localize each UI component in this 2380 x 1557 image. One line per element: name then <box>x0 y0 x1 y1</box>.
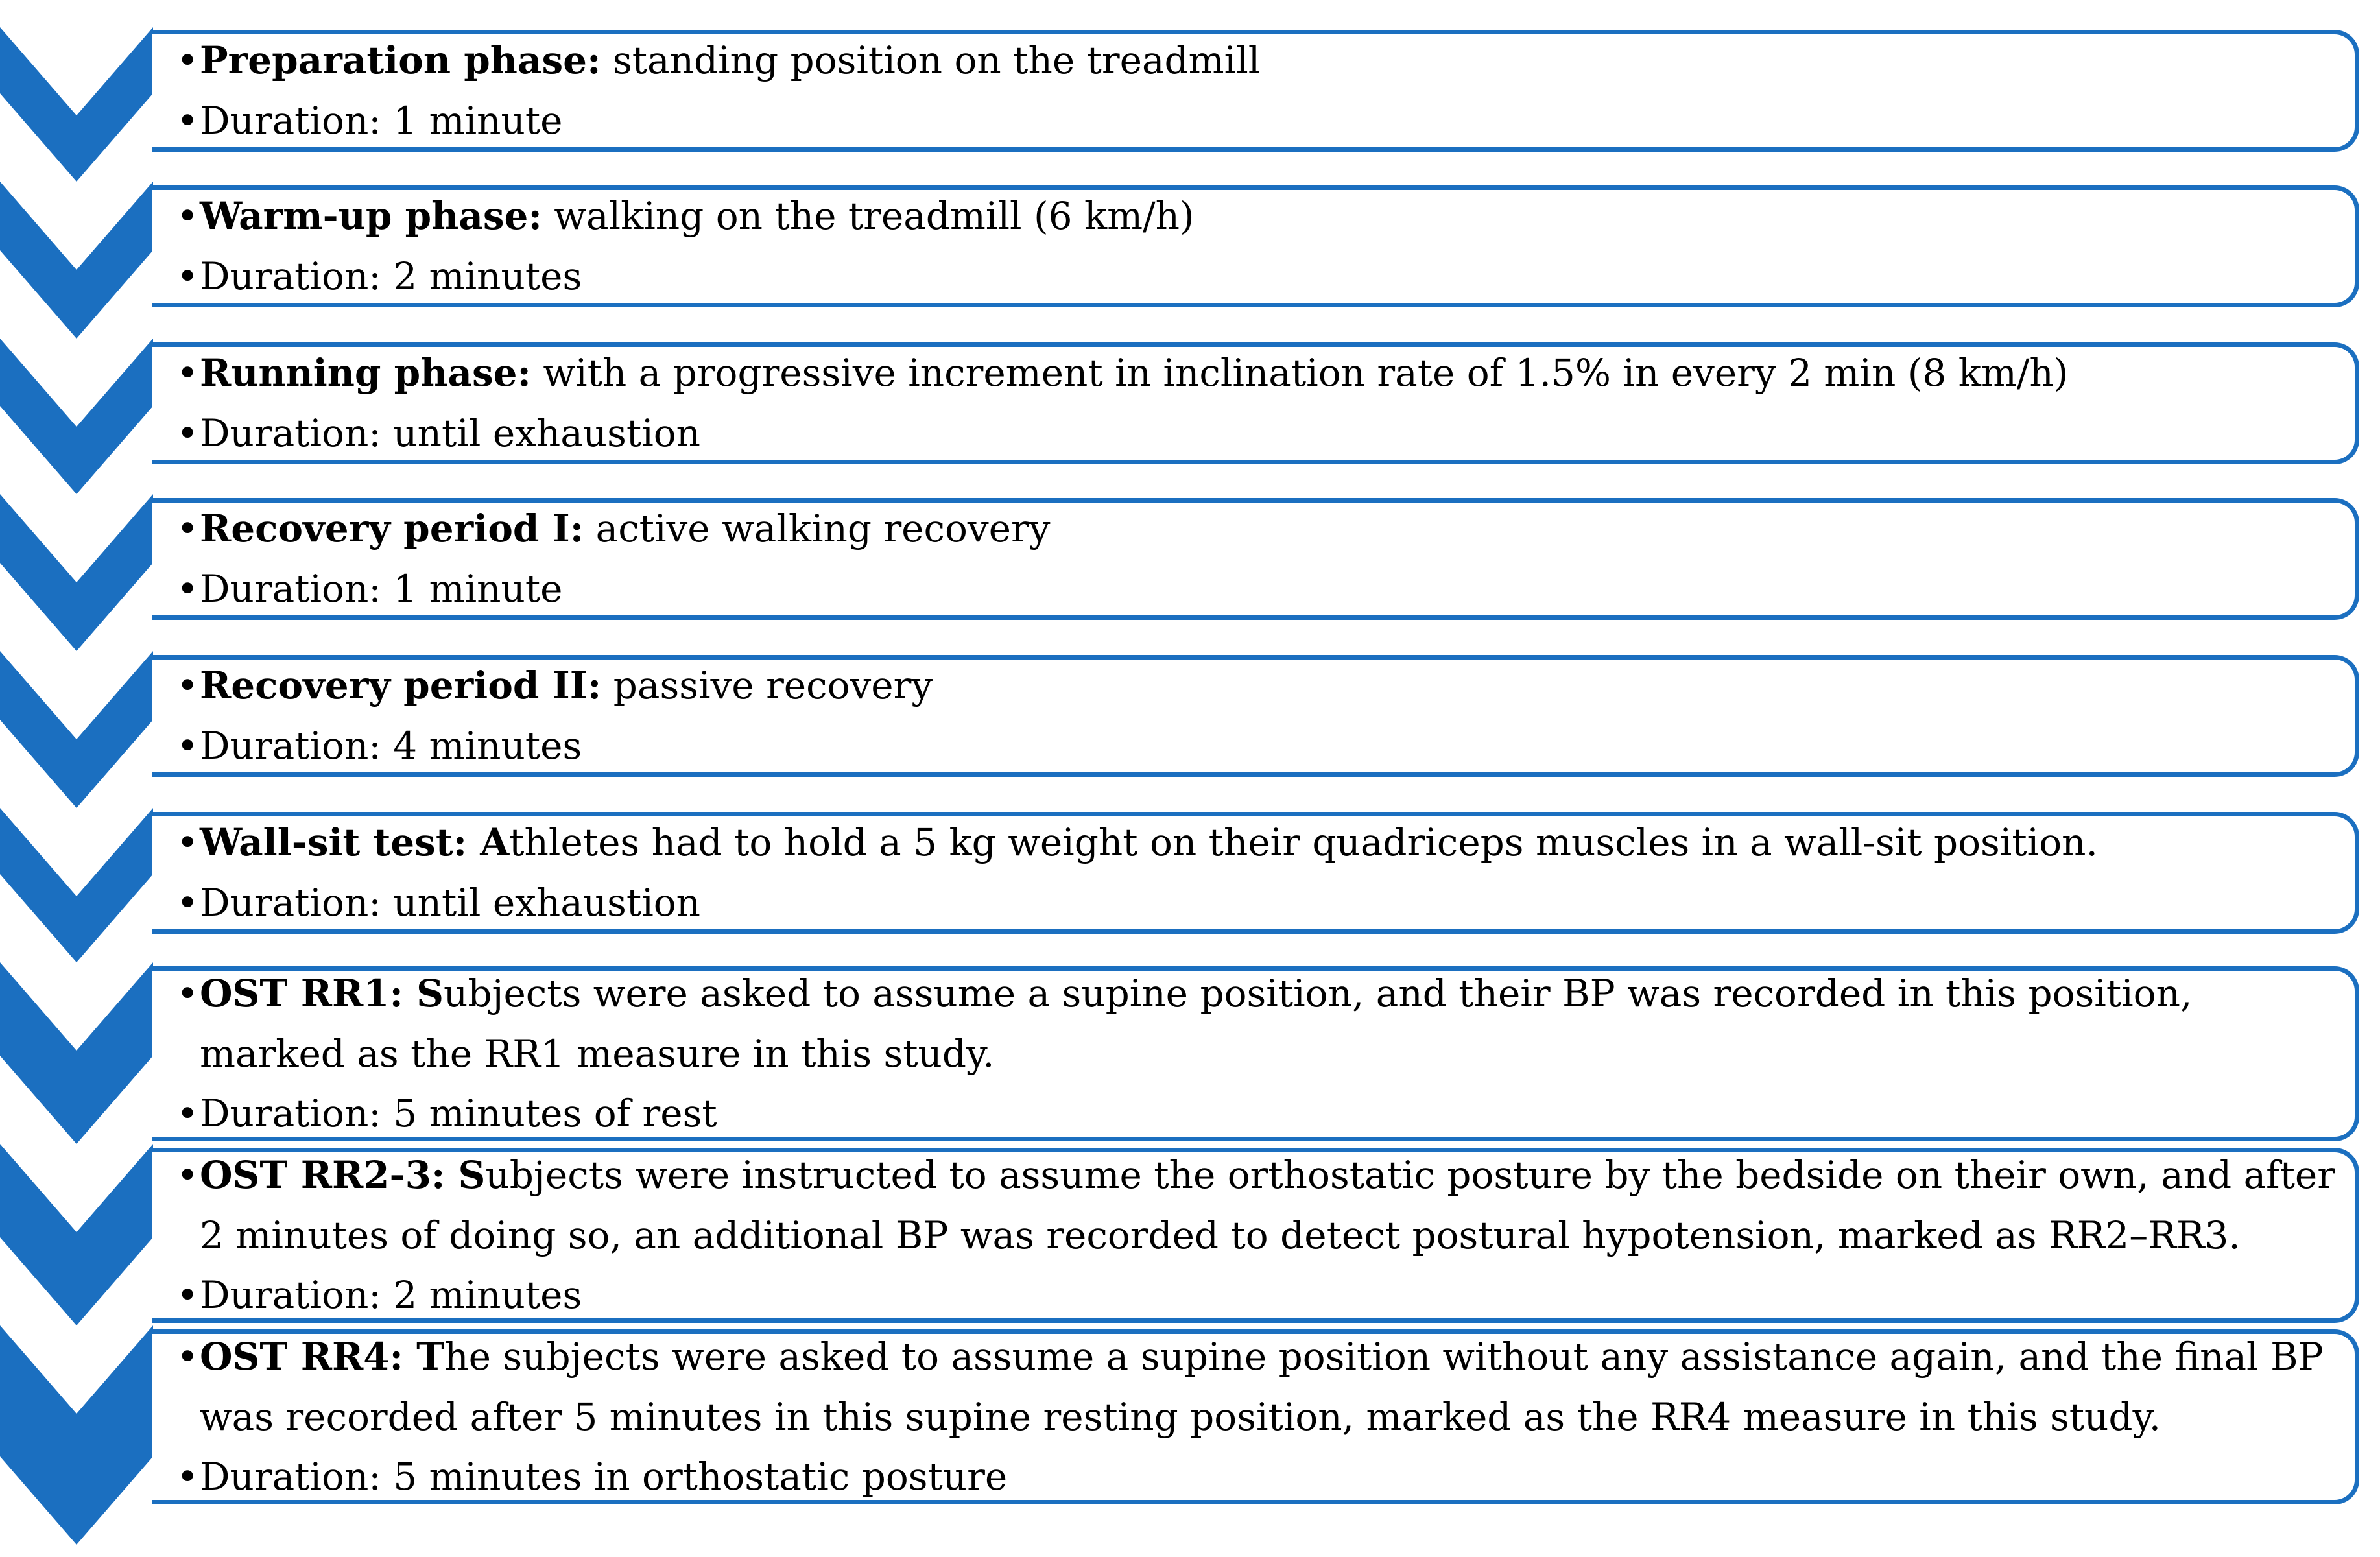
step-title: Running phase: <box>200 351 531 396</box>
step-duration: • Duration: 1 minute <box>176 91 2335 151</box>
step-text: ubjects were instructed to assume the orthostatic posture by the bedside on their own, and after 2 minutes of doing so, an additional BP was recorded to detect postural hypotension, marked as RR2–RR3. <box>200 1152 2335 1257</box>
step-description <box>176 813 2335 873</box>
step-description <box>176 186 2335 246</box>
step-duration: • Duration: until exhaustion <box>176 403 2335 464</box>
step-description <box>176 30 2335 91</box>
step-duration: • Duration: 5 minutes in orthostatic posture <box>176 1447 2335 1507</box>
step-duration: • Duration: 1 minute <box>176 559 2335 619</box>
step-title: Recovery period I: <box>200 506 584 551</box>
step-text: walking on the treadmill (6 km/h) <box>541 194 1195 239</box>
step-duration: • Duration: 5 minutes of rest <box>176 1084 2335 1144</box>
step-ost-rr4 <box>152 1329 2359 1504</box>
step-title: OST RR1: S <box>200 971 444 1016</box>
step-duration: • Duration: 2 minutes <box>176 246 2335 307</box>
step-text: with a progressive increment in inclination rate of 1.5% in every 2 min (8 km/h) <box>530 351 2069 396</box>
step-ost-rr2-3 <box>152 1148 2359 1323</box>
step-title: Wall-sit test: A <box>200 820 510 865</box>
chevron-2 <box>0 182 153 339</box>
step-text: he subjects were asked to assume a supine position without any assistance again, and the final BP was recorded after 5 minutes in this supine resting position, marked as the RR4 measure in this study. <box>200 1334 2324 1439</box>
step-title: Preparation phase: <box>200 38 601 83</box>
step-ost-rr1 <box>152 966 2359 1141</box>
step-text: passive recovery <box>601 663 933 708</box>
step-warm-up-phase <box>152 185 2359 307</box>
step-duration: • Duration: 4 minutes <box>176 716 2335 776</box>
chevron-6 <box>0 808 153 962</box>
chevron-7 <box>0 962 153 1144</box>
chevron-3 <box>0 339 153 494</box>
step-title: Warm-up phase: <box>200 194 542 239</box>
chevron-8 <box>0 1144 153 1325</box>
step-duration: • Duration: 2 minutes <box>176 1265 2335 1325</box>
step-text: ubjects were asked to assume a supine position, and their BP was recorded in this position, marked as the RR1 measure in this study. <box>200 971 2193 1076</box>
step-title: OST RR4: T <box>200 1334 445 1379</box>
step-text: standing position on the treadmill <box>601 38 1261 83</box>
step-recovery-period-1 <box>152 498 2359 620</box>
step-title: Recovery period II: <box>200 663 602 708</box>
step-text: active walking recovery <box>584 506 1051 551</box>
chevron-1 <box>0 27 153 182</box>
chevron-5 <box>0 651 153 808</box>
step-duration: • Duration: until exhaustion <box>176 873 2335 933</box>
step-preparation-phase <box>152 30 2359 152</box>
step-running-phase <box>152 342 2359 464</box>
step-recovery-period-2 <box>152 655 2359 777</box>
step-description <box>176 343 2335 403</box>
step-description <box>176 1327 2335 1447</box>
chevron-4 <box>0 494 153 651</box>
chevron-9 <box>0 1325 153 1545</box>
step-wall-sit-test <box>152 812 2359 934</box>
step-title: OST RR2-3: S <box>200 1152 486 1197</box>
step-description <box>176 499 2335 559</box>
step-text: thletes had to hold a 5 kg weight on their quadriceps muscles in a wall-sit position. <box>509 820 2098 865</box>
step-description <box>176 964 2335 1084</box>
step-description <box>176 656 2335 716</box>
step-description <box>176 1145 2335 1266</box>
